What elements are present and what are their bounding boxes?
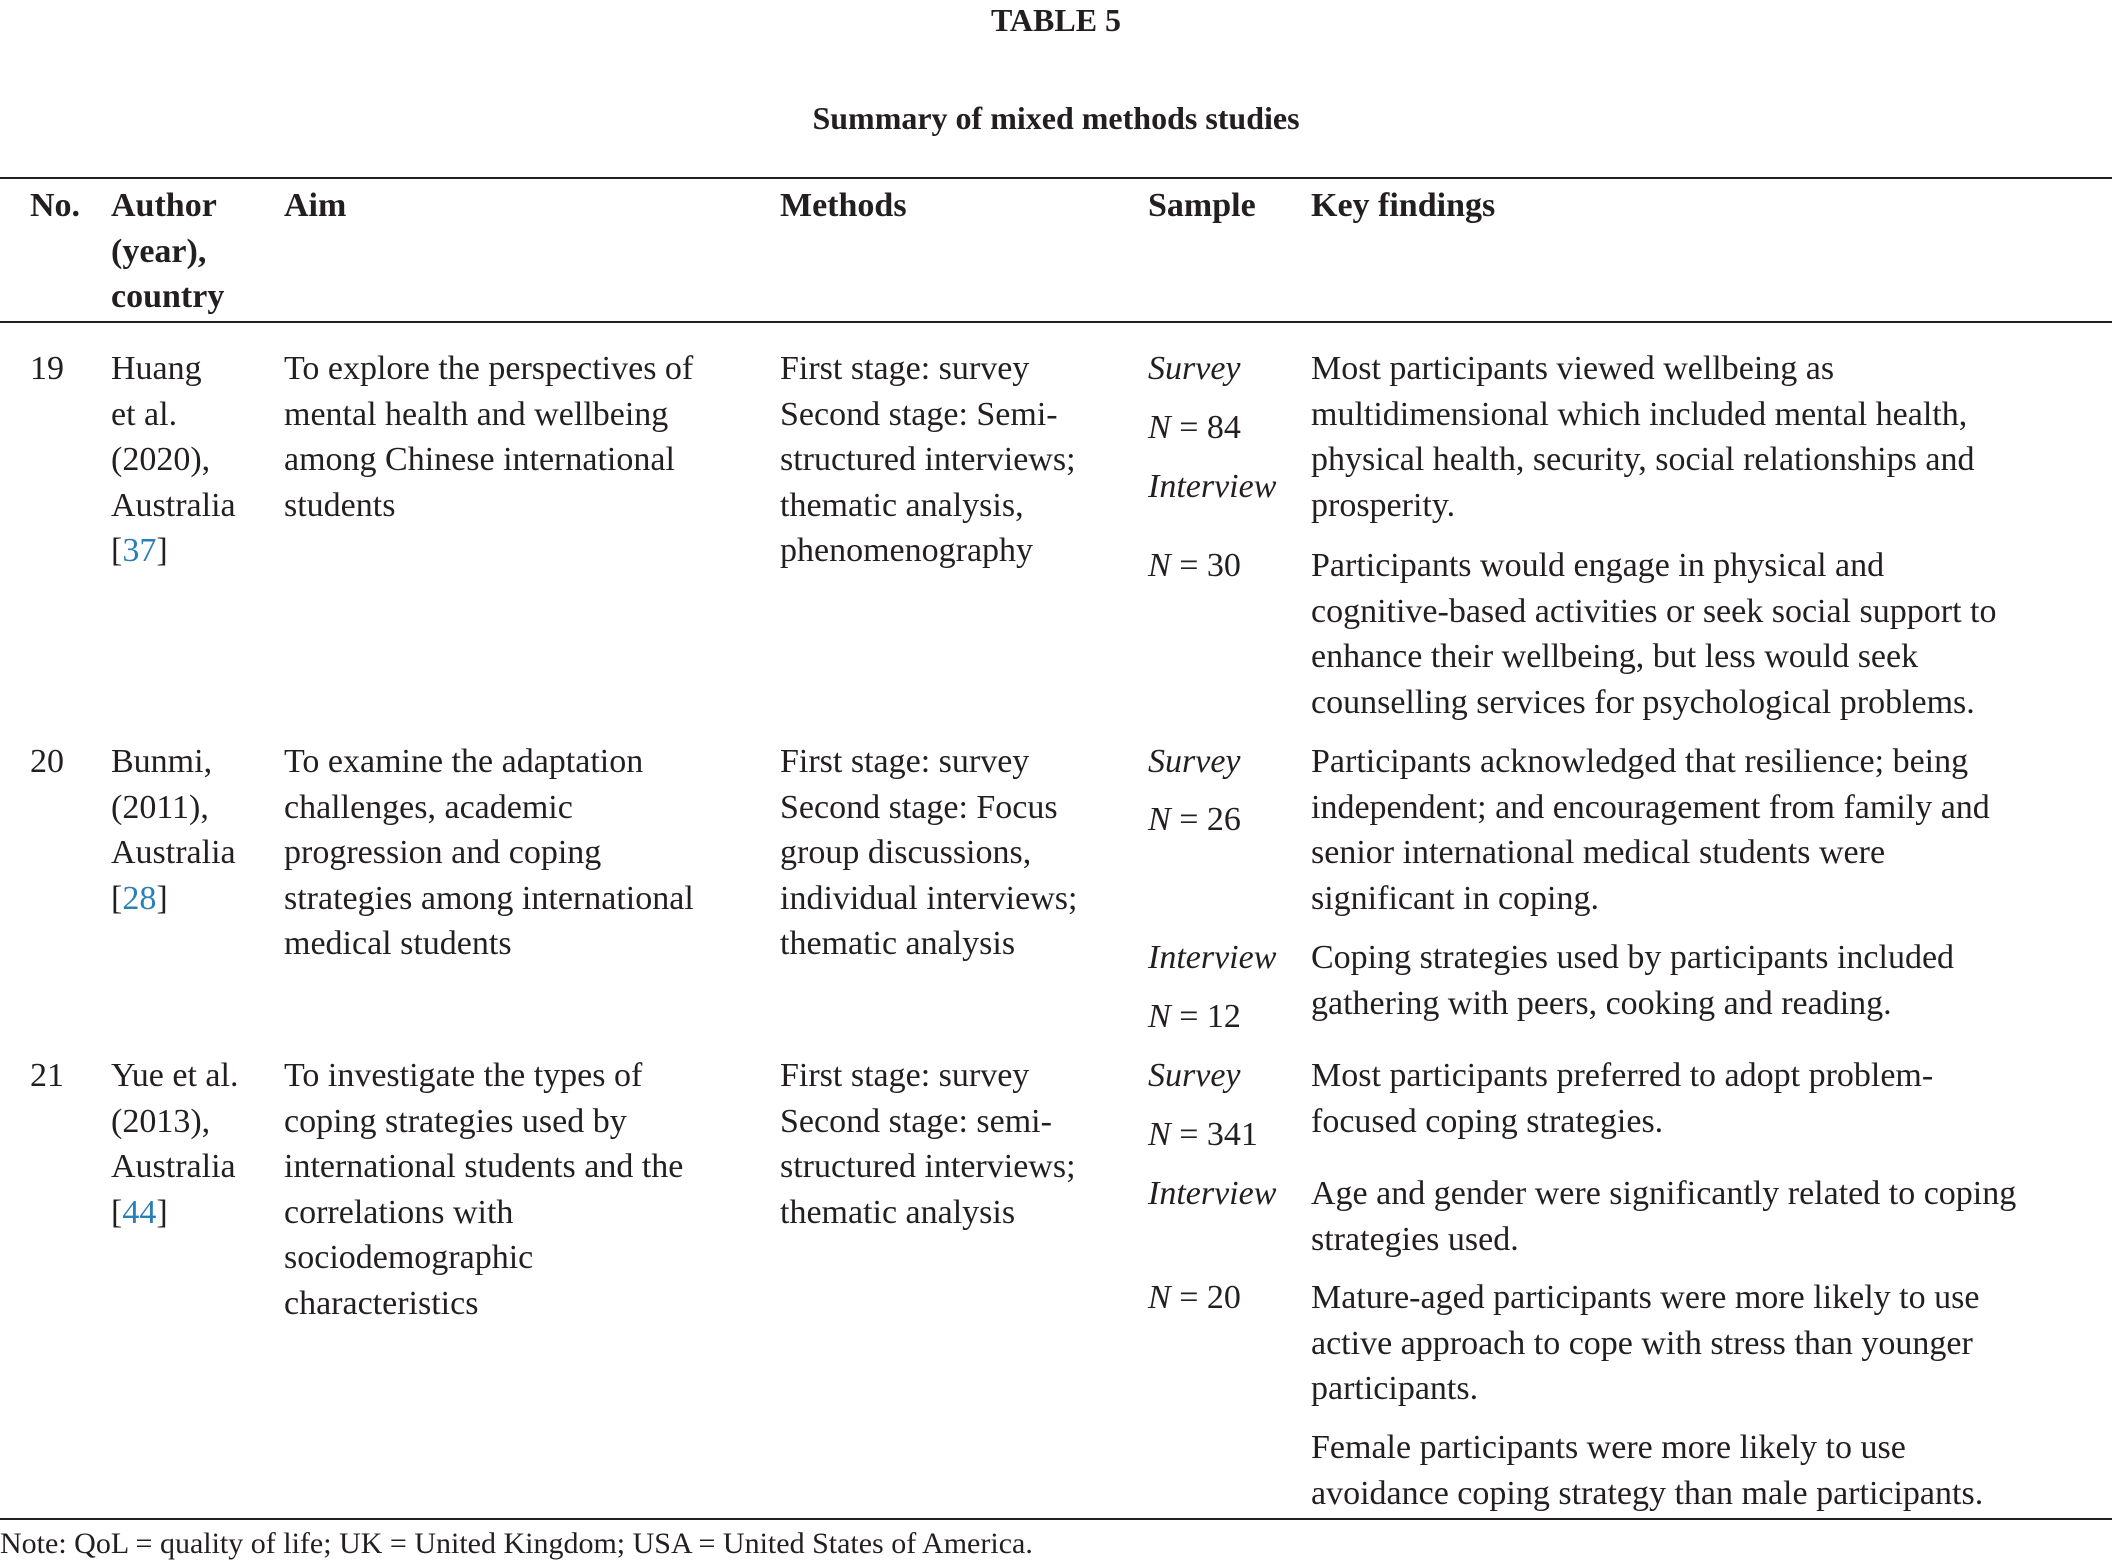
sample-label: Survey — [1148, 743, 1241, 780]
finding — [1311, 739, 1990, 921]
sample-n-value: = 12 — [1179, 998, 1241, 1035]
finding-line: Mature-aged participants were more likely to use — [1311, 1279, 1980, 1316]
finding-line: Female participants were more likely to use — [1311, 1429, 1906, 1466]
methods-line: group discussions, — [780, 834, 1032, 871]
n-symbol: N — [1148, 409, 1171, 446]
finding-line: Coping strategies used by participants included — [1311, 939, 1955, 976]
sample-n — [1148, 797, 1241, 843]
header-author — [111, 183, 224, 320]
finding-line: prosperity. — [1311, 486, 1456, 524]
sample-n — [1148, 405, 1241, 451]
sample-label: Survey — [1148, 350, 1241, 387]
header-no: No. — [30, 187, 81, 224]
citation-link[interactable]: 44 — [122, 1193, 157, 1231]
row-aim — [284, 739, 694, 967]
author-line: Huang — [111, 350, 202, 387]
finding-line: independent; and encouragement from family and — [1311, 788, 1990, 826]
n-symbol: N — [1148, 1279, 1171, 1316]
sample-n — [1148, 1112, 1258, 1158]
bottom-rule — [0, 1518, 2112, 1520]
author-line: (2013), — [111, 1102, 211, 1140]
finding-line: Most participants viewed wellbeing as — [1311, 350, 1835, 387]
n-symbol: N — [1148, 1116, 1171, 1153]
aim-line: characteristics — [284, 1284, 479, 1322]
author-line: et al. — [111, 395, 178, 433]
methods-line: First stage: survey — [780, 1057, 1030, 1094]
sample-n-value: = 30 — [1179, 547, 1241, 584]
row-aim — [284, 346, 693, 528]
citation[interactable]: [28] — [111, 879, 168, 917]
author-line: Bunmi, — [111, 743, 213, 780]
aim-line: coping strategies used by — [284, 1102, 627, 1140]
sample-label: Survey — [1148, 1057, 1241, 1094]
sample-n — [1148, 543, 1241, 589]
header-author-line: (year), — [111, 232, 207, 270]
sample-label: Interview — [1148, 939, 1277, 976]
header-methods: Methods — [780, 187, 907, 224]
sample-n — [1148, 1275, 1241, 1321]
methods-line: Second stage: semi- — [780, 1102, 1052, 1140]
citation-link[interactable]: 37 — [122, 532, 157, 569]
finding-line: Age and gender were significantly related to coping — [1311, 1175, 2017, 1212]
finding-line: physical health, security, social relationships and — [1311, 441, 1975, 478]
finding-line: participants. — [1311, 1370, 1479, 1407]
author-line: (2011), — [111, 788, 209, 826]
methods-line: thematic analysis, — [780, 486, 1024, 524]
aim-line: To investigate the types of — [284, 1057, 643, 1094]
finding-line: counselling services for psychological problems. — [1311, 683, 1975, 721]
aim-line: progression and coping — [284, 834, 602, 871]
sample-n-value: = 20 — [1179, 1279, 1241, 1316]
methods-line: Second stage: Semi- — [780, 395, 1058, 433]
methods-line: Second stage: Focus — [780, 788, 1058, 826]
finding — [1311, 1275, 1979, 1412]
methods-line: thematic analysis — [780, 925, 1016, 962]
finding-line: avoidance coping strategy than male participants. — [1311, 1474, 1984, 1512]
aim-line: To explore the perspectives of — [284, 350, 694, 387]
finding — [1311, 1171, 2016, 1262]
finding-line: senior international medical students were — [1311, 834, 1886, 871]
aim-line: challenges, academic — [284, 788, 573, 826]
row-number: 21 — [30, 1057, 64, 1094]
aim-line: medical students — [284, 925, 512, 962]
methods-line: thematic analysis — [780, 1193, 1016, 1231]
citation-link[interactable]: 28 — [122, 879, 157, 917]
finding — [1311, 543, 1996, 725]
aim-line: strategies among international — [284, 879, 694, 917]
header-author-line: country — [111, 278, 225, 315]
row-methods — [780, 346, 1076, 574]
methods-line: First stage: survey — [780, 350, 1030, 387]
row-author — [111, 1053, 238, 1235]
methods-line: phenomenography — [780, 532, 1034, 569]
citation[interactable]: [44] — [111, 1193, 168, 1231]
author-line: (2020), — [111, 441, 211, 478]
aim-line: international students and the — [284, 1148, 684, 1185]
methods-line: First stage: survey — [780, 743, 1030, 780]
finding-line: Participants would engage in physical and — [1311, 547, 1885, 584]
sample-n-value: = 84 — [1179, 409, 1241, 446]
header-findings: Key findings — [1311, 187, 1496, 224]
sample-n — [1148, 994, 1241, 1040]
sample-label: Interview — [1148, 468, 1277, 505]
header-author-line: Author — [111, 187, 217, 224]
finding-line: Participants acknowledged that resilience; being — [1311, 743, 1969, 780]
table-label: TABLE 5 — [990, 2, 1122, 38]
citation[interactable]: [37] — [111, 532, 168, 569]
sample-n-value: = 26 — [1179, 801, 1241, 838]
finding — [1311, 346, 1974, 528]
sample-label: Interview — [1148, 1175, 1277, 1212]
author-line: Australia — [111, 1148, 236, 1185]
finding — [1311, 935, 1954, 1026]
n-symbol: N — [1148, 547, 1171, 584]
table-title: Summary of mixed methods studies — [812, 100, 1300, 136]
finding-line: cognitive-based activities or seek social support to — [1311, 592, 1997, 630]
aim-line: sociodemographic — [284, 1239, 534, 1276]
aim-line: correlations with — [284, 1193, 514, 1231]
finding-line: active approach to cope with stress than younger — [1311, 1324, 1973, 1362]
row-aim — [284, 1053, 683, 1326]
row-methods — [780, 739, 1077, 967]
table-note: Note: QoL = quality of life; UK = United Kingdom; USA = United States of America. — [0, 1527, 1033, 1560]
aim-line: among Chinese international — [284, 441, 675, 478]
row-number: 20 — [30, 743, 64, 780]
author-line: Yue et al. — [111, 1057, 239, 1094]
row-number: 19 — [30, 350, 64, 387]
sample-n-value: = 341 — [1179, 1116, 1258, 1153]
finding — [1311, 1425, 1983, 1516]
author-line: Australia — [111, 834, 236, 871]
header-aim: Aim — [284, 187, 347, 224]
aim-line: To examine the adaptation — [284, 743, 644, 780]
finding-line: gathering with peers, cooking and reading. — [1311, 984, 1892, 1022]
author-line: Australia — [111, 486, 236, 524]
aim-line: students — [284, 486, 396, 524]
finding-line: Most participants preferred to adopt problem- — [1311, 1057, 1934, 1094]
header-rule — [0, 321, 2112, 323]
n-symbol: N — [1148, 998, 1171, 1035]
finding-line: enhance their wellbeing, but less would seek — [1311, 638, 1919, 675]
header-sample: Sample — [1148, 187, 1256, 224]
methods-line: structured interviews; — [780, 1148, 1076, 1185]
finding-line: multidimensional which included mental health, — [1311, 395, 1968, 433]
finding-line: significant in coping. — [1311, 879, 1600, 917]
aim-line: mental health and wellbeing — [284, 395, 669, 433]
methods-line: structured interviews; — [780, 441, 1076, 478]
row-author — [111, 739, 236, 921]
finding-line: strategies used. — [1311, 1220, 1519, 1258]
n-symbol: N — [1148, 801, 1171, 838]
finding — [1311, 1053, 1933, 1144]
row-methods — [780, 1053, 1076, 1235]
finding-line: focused coping strategies. — [1311, 1102, 1664, 1140]
methods-line: individual interviews; — [780, 879, 1078, 917]
row-author — [111, 346, 236, 574]
top-rule — [0, 177, 2112, 179]
